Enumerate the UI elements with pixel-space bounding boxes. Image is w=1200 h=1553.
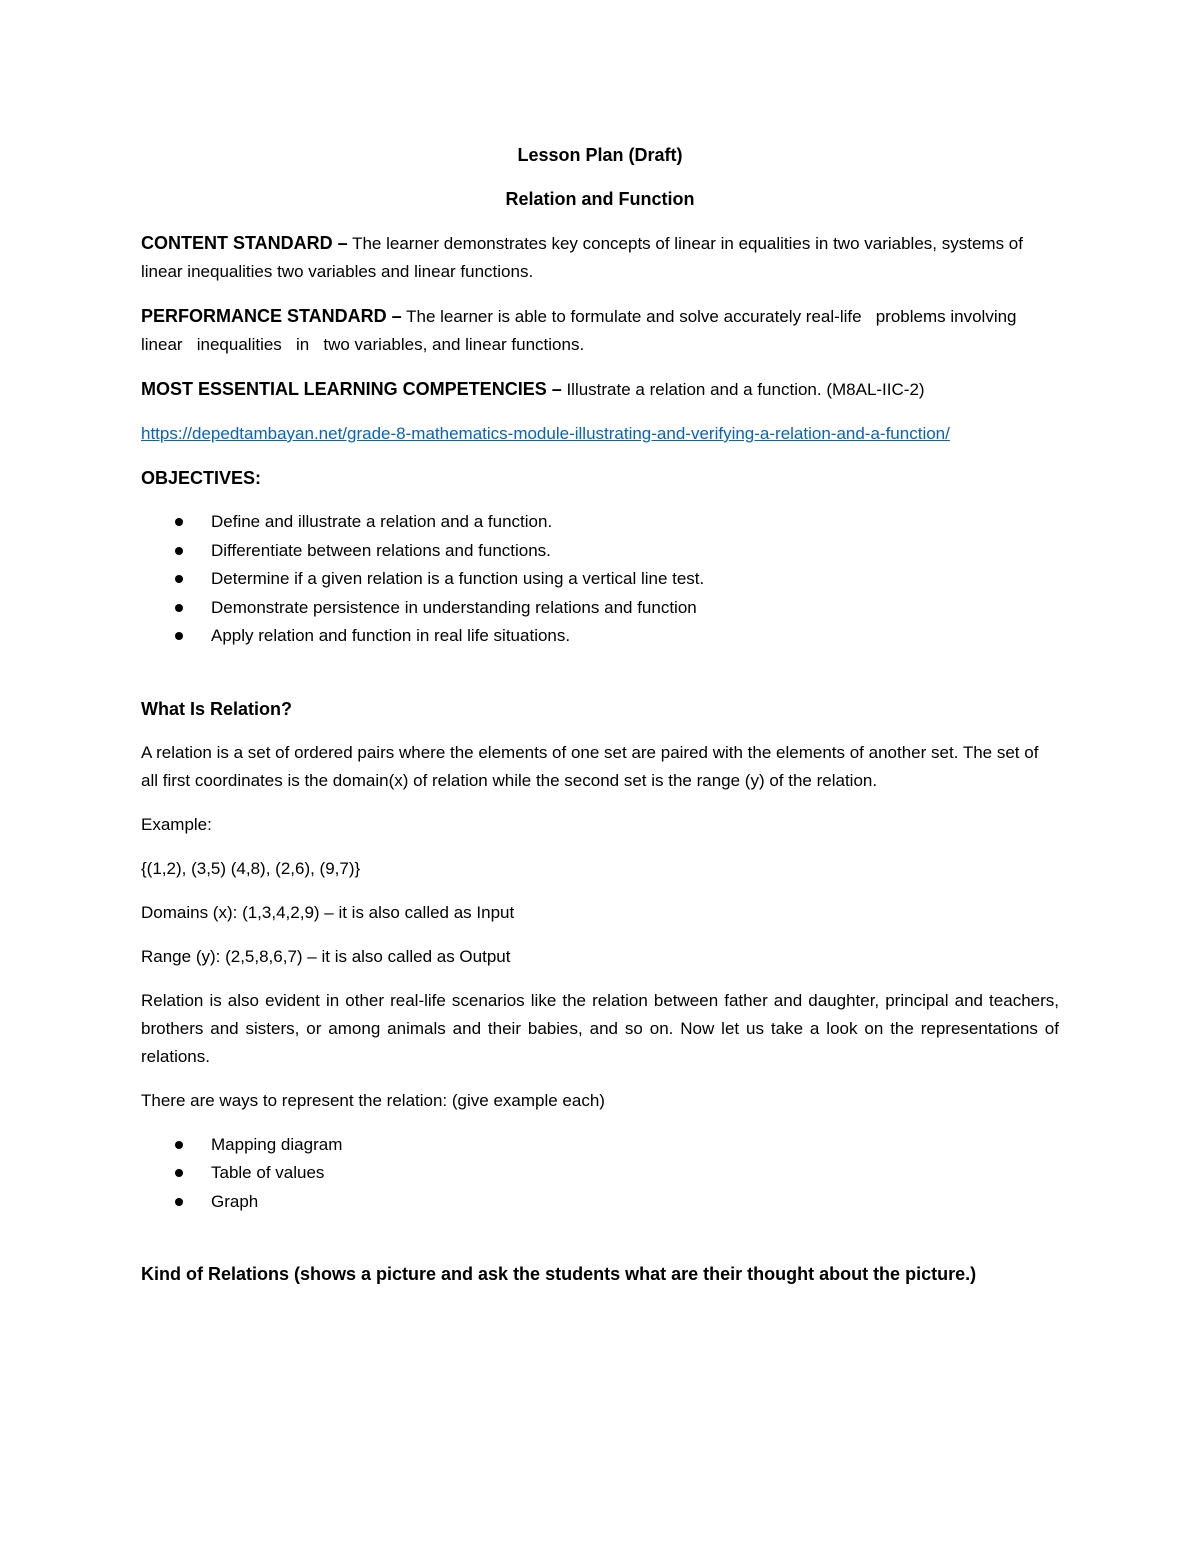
performance-standard-paragraph	[141, 302, 1059, 359]
objectives-list	[141, 508, 1059, 651]
list-item: Apply relation and function in real life situations.	[141, 622, 1059, 651]
bullet-icon	[175, 1198, 183, 1206]
document-title: Lesson Plan (Draft)	[517, 145, 683, 165]
real-life-paragraph: Relation is also evident in other real-life scenarios like the relation between father and daughter, principal and teachers, brothers and sisters, or among animals and their babies, and so on. Now let us take a look on the representations of relations.	[141, 990, 1059, 1066]
example-set: {(1,2), (3,5) (4,8), (2,6), (9,7)}	[141, 858, 361, 878]
ways-list	[141, 1131, 1059, 1217]
bullet-icon	[175, 604, 183, 612]
list-item: Determine if a given relation is a function using a vertical line test.	[141, 565, 1059, 594]
relation-heading: What Is Relation?	[141, 698, 293, 719]
content-standard-text: The learner demonstrates key concepts of linear in equalities in two variables, systems of linear inequalities two variables and linear functions.	[141, 234, 1023, 281]
content-standard-paragraph	[141, 229, 1059, 286]
melc-label: MOST ESSENTIAL LEARNING COMPETENCIES –	[141, 379, 562, 399]
list-item: Demonstrate persistence in understanding relations and function	[141, 594, 1059, 623]
list-item: Table of values	[141, 1159, 1059, 1188]
reference-link-paragraph	[141, 420, 1059, 448]
document-subtitle: Relation and Function	[505, 189, 695, 209]
melc-text: Illustrate a relation and a function. (M8AL-IIC-2)	[561, 380, 925, 399]
domains-line: Domains (x): (1,3,4,2,9) – it is also called as Input	[141, 902, 515, 922]
ways-intro: There are ways to represent the relation: (give example each)	[141, 1090, 605, 1110]
bullet-icon	[175, 1169, 183, 1177]
bullet-icon	[175, 632, 183, 640]
performance-standard-text: The learner is able to formulate and solve accurately real-life problems involving linear inequalities in two variables, and linear functions.	[141, 307, 1031, 354]
reference-link[interactable]: https://depedtambayan.net/grade-8-mathematics-module-illustrating-and-verifying-a-relation-and-a-function/	[141, 424, 950, 443]
list-item: Define and illustrate a relation and a function.	[141, 508, 1059, 537]
spacer	[141, 1232, 1059, 1260]
spacer	[141, 667, 1059, 695]
bullet-icon	[175, 575, 183, 583]
list-item: Mapping diagram	[141, 1131, 1059, 1160]
bullet-icon	[175, 518, 183, 526]
list-item: Graph	[141, 1188, 1059, 1217]
content-standard-label: CONTENT STANDARD –	[141, 233, 348, 253]
list-item: Differentiate between relations and functions.	[141, 537, 1059, 566]
document-body	[141, 141, 1059, 1304]
range-line: Range (y): (2,5,8,6,7) – it is also called as Output	[141, 946, 511, 966]
objectives-heading: OBJECTIVES:	[141, 468, 262, 488]
bullet-icon	[175, 1141, 183, 1149]
example-label: Example:	[141, 814, 212, 834]
bullet-icon	[175, 547, 183, 555]
melc-paragraph	[141, 375, 1059, 404]
relation-definition: A relation is a set of ordered pairs where the elements of one set are paired with the elements of another set. The set of all first coordinates is the domain(x) of relation while the second set is the range (y) of the relation.	[141, 742, 1039, 790]
performance-standard-label: PERFORMANCE STANDARD –	[141, 306, 402, 326]
kinds-heading: Kind of Relations (shows a picture and ask the students what are their thought about the picture.)	[141, 1264, 977, 1284]
